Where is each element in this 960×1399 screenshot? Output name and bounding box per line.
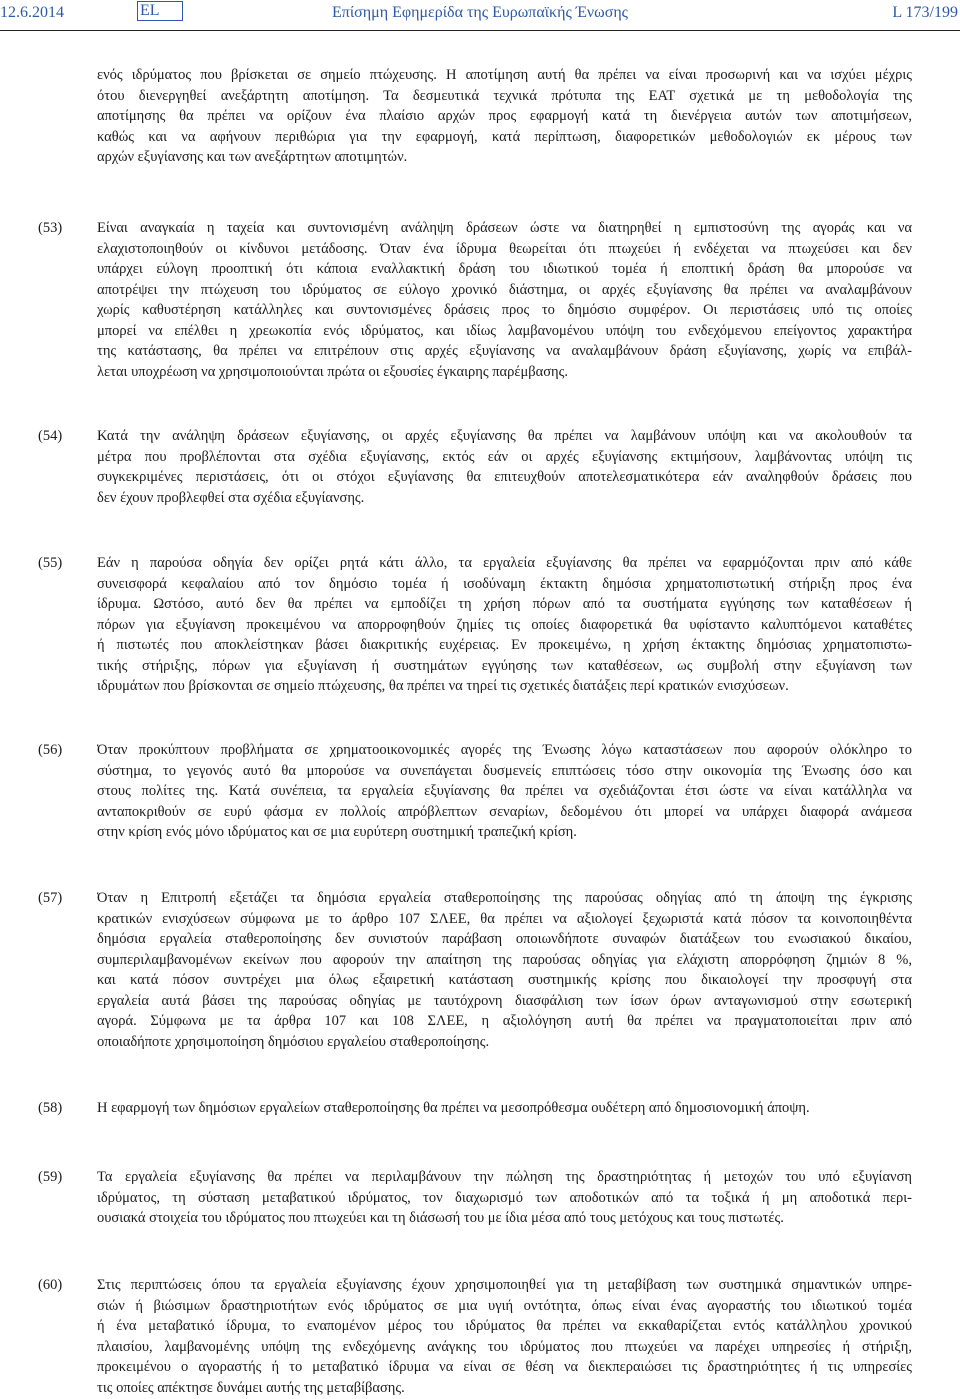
text-line: και κατά πόσον συντρέχει μια όλως εξαιρετική κατάσταση συστημικής κρίσης που δικαιολογεί την προσφυγή στα <box>97 972 912 988</box>
text-line: ιδρυμάτων που βρίσκονται σε σημείο πτώχευσης, θα πρέπει να τηρεί τις σχετικές διατάξεις περί κρατικών ενισχύσεων. <box>97 678 789 694</box>
text-line: αγορά. Σύμφωνα με τα άρθρα 107 και 108 ΣΛΕΕ, η αξιολόγηση αυτή θα πρέπει να πραγματοποιείται πριν από <box>97 1013 912 1029</box>
text-line: αποτίμησης θα πρέπει να ορίζουν ένα πλαίσιο αρχών προς εφαρμογή κατά τη διενέργεια αυτών των αποτιμήσεων, <box>97 108 912 124</box>
text-line: Όταν προκύπτουν προβλήματα σε χρηματοοικονομικές αγορές της Ένωσης λόγω καταστάσεων που αφορούν ολόκληρο το <box>97 742 912 758</box>
text-line: δεν έχουν προβλεφθεί στα σχέδια εξυγίανσης. <box>97 489 365 506</box>
recital-number: (60) <box>38 1277 63 1293</box>
text-line: καθώς και να αφήνουν περιθώρια για την εφαρμογή, κατά περίπτωση, διαφορετικών μεθοδολογιών εκ μέρους των <box>97 128 912 145</box>
recital-number: (55) <box>38 555 63 571</box>
paragraph-text <box>97 1167 912 1229</box>
text-line: πλαισίου, λαμβανομένης υπόψη της ενδεχόμενης ανάγκης του ιδρύματος που πτωχεύει να παρέχει υπηρεσίες ή στήριξη, <box>97 1338 912 1355</box>
text-line: λεται υποχρέωση να χρησιμοποιούνται πρώτα οι εξουσίες έγκαιρης παρέμβασης. <box>97 363 568 380</box>
text-line: χωρίς καθυστέρηση κατάλληλες και συντονισμένες δράσεις προς το δημόσιο συμφέρον. Οι περιστάσεις υπό τις οποίες <box>97 302 912 318</box>
page-reference: L 173/199 <box>892 4 958 21</box>
text-line: στην κρίση ενός μόνο ιδρύματος και σε μια ευρύτερη συστημική τραπεζική κρίση. <box>97 824 577 840</box>
text-line: σύστημα, το γεγονός αυτό θα μπορούσε να συνεπάγεται δυσμενείς επιπτώσεις τόσο στην οικονομία της Ένωσης όσο και <box>97 762 912 779</box>
text-line: συγκεκριμένες περιστάσεις, ότι οι στόχοι εξυγίανσης θα επιτευχθούν αποτελεσματικότερα εάν αναληφθούν δράσεις που <box>97 469 912 485</box>
text-line: δημόσια εργαλεία σταθεροποίησης δεν συνιστούν παράβαση οποιωνδήποτε συναφών διατάξεων του ενωσιακού δικαίου, <box>97 931 912 947</box>
text-line: ίδρυμα. Ωστόσο, αυτό δεν θα πρέπει να εμποδίζει τη χρήση πόρων από τα συστήματα εγγύησης των καταθέσεων ή <box>97 596 912 612</box>
recital-number: (56) <box>38 742 63 758</box>
text-line: ενός ιδρύματος που βρίσκεται σε σημείο πτώχευσης. Η αποτίμηση αυτή θα πρέπει να είναι προσωρινή και να ισχύει μέχρις <box>97 67 912 83</box>
paragraph-text <box>97 65 912 168</box>
text-line: Εάν η παρούσα οδηγία δεν ορίζει ρητά κάτι άλλο, τα εργαλεία εξυγίανσης θα πρέπει να εφαρμόζονται πριν από κάθε <box>97 555 912 571</box>
text-line: κρατικών ενισχύσεων σύμφωνα με το άρθρο 107 ΣΛΕΕ, θα πρέπει να αξιολογεί ξεχωριστά κατά πόσον τα κοινοποιηθέντα <box>97 910 912 927</box>
text-line: προκειμένου ο αγοραστής ή το μεταβατικό ίδρυμα να είναι σε θέση να διεκπεραιώσει τις δραστηριότητες ή τις υπηρεσίες <box>97 1359 912 1375</box>
publication-date: 12.6.2014 <box>0 4 64 21</box>
text-line: της κατάστασης, θα πρέπει να επιτρέπουν στις αρχές εξυγίανσης να αναλαμβάνουν δράση εξυγίανσης, χωρίς να επιβάλ- <box>97 343 912 359</box>
text-line: πόρων για εξυγίανση προκειμένου να απορροφηθούν ζημίες τις οποίες διαφορετικά θα υφίσταντο καλυπτόμενοι καταθέτες <box>97 616 912 633</box>
text-line: ότου διενεργηθεί ανεξάρτητη αποτίμηση. Τα δεσμευτικά τεχνικά πρότυπα της ΕΑΤ σχετικά με τη μεθοδολογία της <box>97 87 912 104</box>
text-line: Κατά την ανάληψη δράσεων εξυγίανσης, οι αρχές εξυγίανσης θα πρέπει να λαμβάνουν υπόψη και να ακολουθούν τα <box>97 428 912 444</box>
text-line: συμπεριλαμβανομένων εκείνων που αφορούν την απαίτηση της παρούσας οδηγίας για ελάχιστη απορρόφηση ζημιών 8 %, <box>97 951 912 968</box>
text-line: μπορεί να επέλθει η χρεωκοπία ενός ιδρύματος, και ιδίως λαμβανομένου υπόψη του ενδεχόμενου επείγοντος χαρακτήρα <box>97 322 912 339</box>
paragraph-text <box>97 1275 912 1398</box>
recital-number: (54) <box>38 428 63 444</box>
paragraph-text <box>97 426 912 508</box>
recital-number: (53) <box>38 220 63 236</box>
text-line: ανταποκριθούν σε ευρύ φάσμα εν πολλοίς απρόβλεπτων σεναρίων, δεδομένου ότι μπορεί να υπάρχει διαφορά ανάμεσα <box>97 803 912 820</box>
text-line: στους πολίτες της. Κατά συνέπεια, τα εργαλεία εξυγίανσης θα πρέπει να σχεδιάζονται έτσι ώστε να είναι κατάλληλα να <box>97 783 912 799</box>
paragraph-text <box>97 1098 912 1119</box>
text-line: σιών ή βιώσιμων δραστηριοτήτων ενός ιδρύματος σε μια υγιή οντότητα, όπως είναι ένας αγοραστής του ιδιωτικού τομέα <box>97 1297 912 1314</box>
text-line: ιδρύματος, τη σύσταση μεταβατικού ιδρύματος, τον διαχωρισμό των αποδοτικών από τα τοξικά ή μη αποδοτικά περι- <box>97 1189 912 1206</box>
language-badge: EL <box>137 1 183 21</box>
text-line: Στις περιπτώσεις όπου τα εργαλεία εξυγίανσης έχουν χρησιμοποιηθεί για τη μεταβίβαση των συστημικά σημαντικών υπηρε- <box>97 1277 912 1293</box>
journal-title: Επίσημη Εφημερίδα της Ευρωπαϊκής Ένωσης <box>331 4 629 21</box>
text-line: ελαχιστοποιηθούν οι κίνδυνοι μετάδοσης. Όταν ένα ίδρυμα θεωρείται ότι πτωχεύει ή ενδέχεται να πτωχεύσει και δεν <box>97 240 912 257</box>
text-line: τις οποίες απέκτησε δυνάμει αυτής της μεταβίβασης. <box>97 1379 405 1396</box>
paragraph-text <box>97 888 912 1052</box>
text-line: ή ένα μεταβατικό ίδρυμα, το εναπομένον μέρος του ιδρύματος θα πρέπει να εκκαθαρίζεται εντός κατάλληλου χρονικού <box>97 1318 912 1334</box>
text-line: οποιαδήποτε χρησιμοποίηση δημόσιου εργαλείου σταθεροποίησης. <box>97 1033 490 1050</box>
text-line: Όταν η Επιτροπή εξετάζει τα δημόσια εργαλεία σταθεροποίησης της παρούσας οδηγίας από τη άποψη της έγκρισης <box>97 890 912 906</box>
text-line: εργαλεία αυτά βάσει της παρούσας οδηγίας με ταυτόχρονη διασφάλιση των ίσων όρων ανταγωνισμού στην εσωτερική <box>97 992 912 1009</box>
text-line: συνεισφορά κεφαλαίου από τον δημόσιο τομέα ή ισοδύναμη έκτακτη δημόσια χρηματοπιστωτική στήριξη προς ένα <box>97 575 912 592</box>
text-line: Τα εργαλεία εξυγίανσης θα πρέπει να περιλαμβάνουν την πώληση της δραστηριότητας ή μετοχών του υπό εξυγίανση <box>97 1169 912 1185</box>
paragraph-text <box>97 740 912 843</box>
paragraph-text <box>97 218 912 382</box>
text-line: Είναι αναγκαία η ταχεία και συντονισμένη ανάληψη δράσεων ώστε να διατηρηθεί η εμπιστοσύνη της αγοράς και να <box>97 220 912 236</box>
text-line: ουσιακά στοιχεία του ιδρύματος που πτωχεύει και τη διάσωσή του με ίδια μέσα από τους μετόχους και τους πιστωτές. <box>97 1210 784 1226</box>
recital-number: (58) <box>38 1100 63 1116</box>
text-line: αποτρέψει την πτώχευση του ιδρύματος σε εύλογο χρονικό διάστημα, οι αρχές εξυγίανσης θα πρέπει να αναλαμβάνουν <box>97 281 912 298</box>
text-line: υπάρχει εύλογη προοπτική ότι κάποια εναλλακτική δράση του ιδιωτικού τομέα ή εποπτική δράση θα μπορούσε να <box>97 261 912 277</box>
text-line: αρχών εξυγίανσης και των ανεξάρτητων αποτιμητών. <box>97 149 408 165</box>
recital-number: (59) <box>38 1169 63 1185</box>
journal-header <box>0 0 960 31</box>
recital-number: (57) <box>38 890 63 906</box>
text-line: μέτρα που προβλέπονται στα σχέδια εξυγίανσης, εκτός εάν οι αρχές εξυγίανσης εκτιμήσουν, λαμβάνοντας υπόψη τις <box>97 448 912 465</box>
paragraph-text <box>97 553 912 697</box>
header-divider <box>0 30 960 31</box>
text-line: τικής στήριξης, πόρων για εξυγίανση ή συστημάτων εγγύησης των καταθέσεων, ως συμβολή στην εξυγίανση των <box>97 657 912 674</box>
text-line: ή πιστωτές που αποκλείστηκαν βάσει διακριτικής ευχέρειας. Εν προκειμένω, η χρήση έκτακτης δημόσιας χρηματοπιστω- <box>97 637 912 653</box>
text-line: Η εφαρμογή των δημόσιων εργαλείων σταθεροποίησης θα πρέπει να μεσοπρόθεσμα ουδέτερη από δημοσιονομική άποψη. <box>97 1100 810 1116</box>
